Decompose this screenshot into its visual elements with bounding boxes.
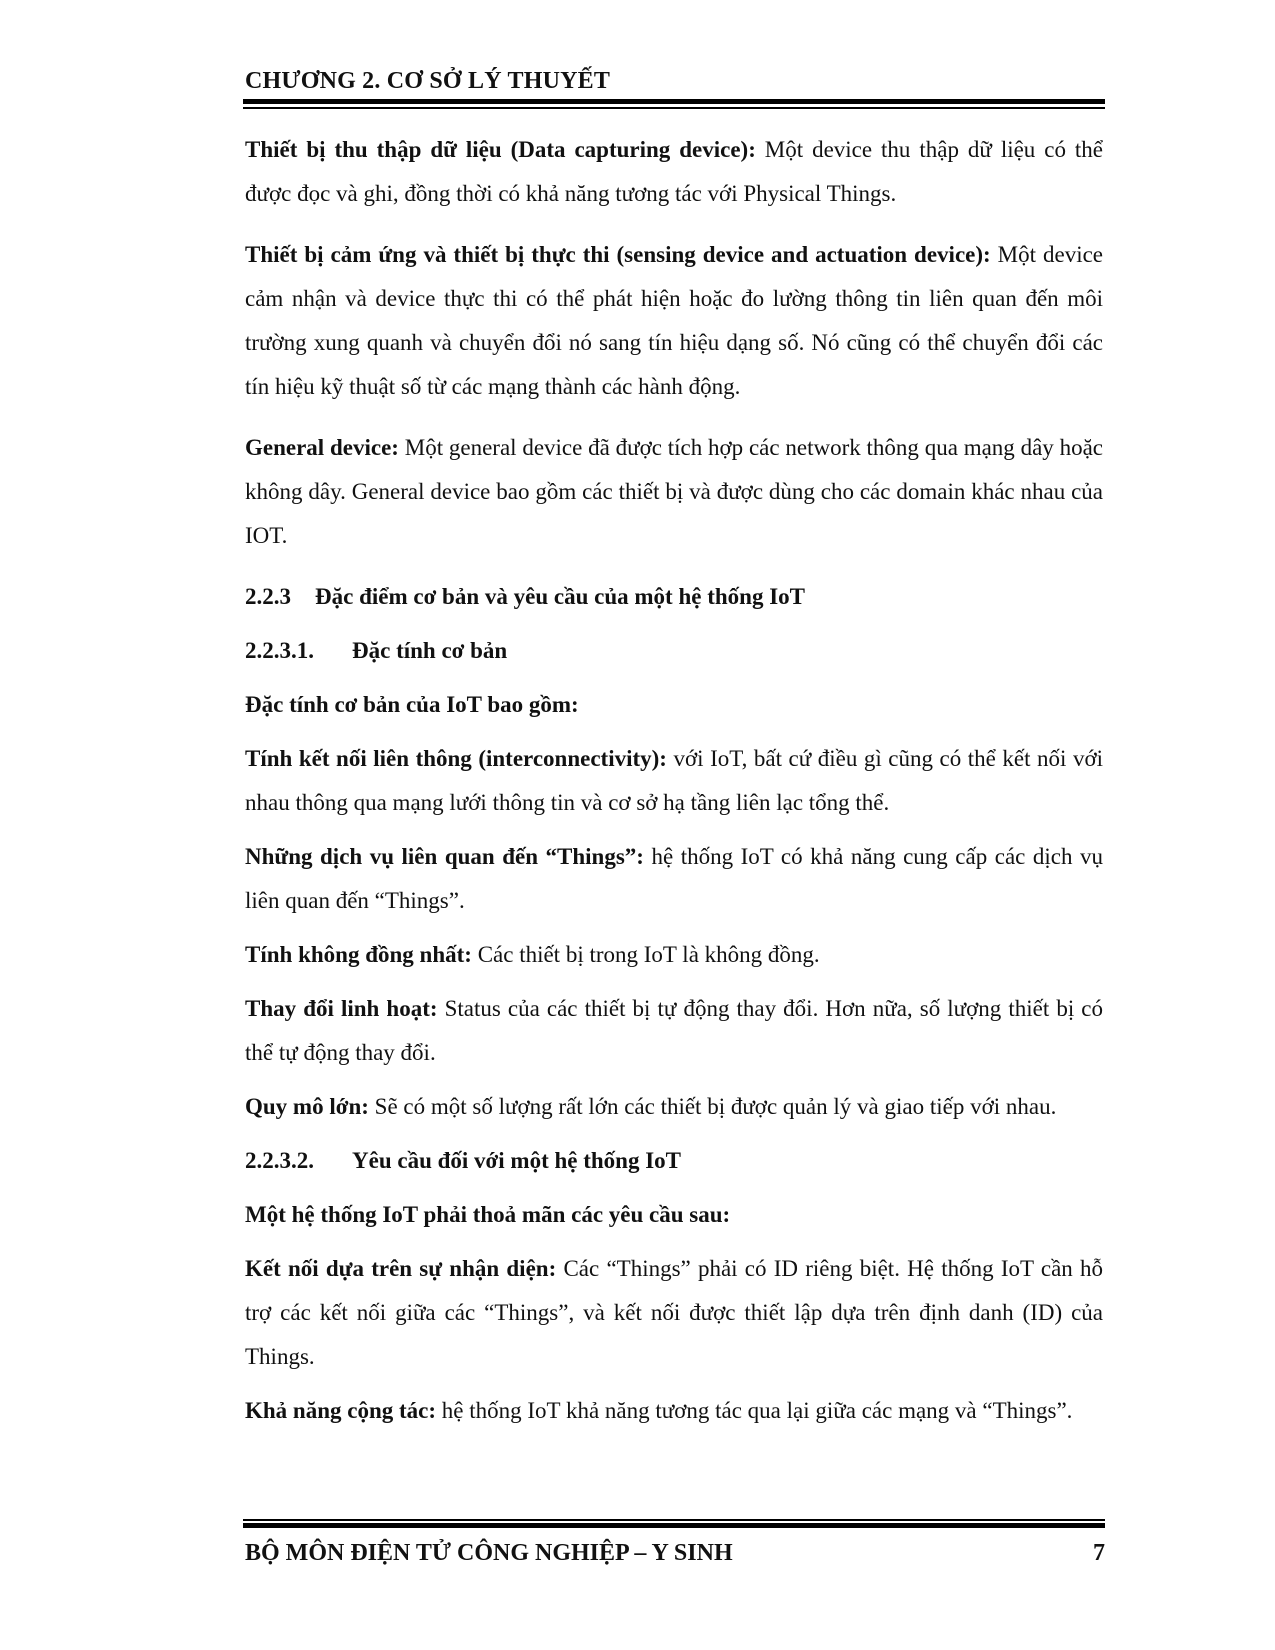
section-number: 2.2.3.2. [245, 1148, 314, 1173]
paragraph-data-capturing [245, 128, 1103, 216]
definition: Các thiết bị trong IoT là không đồng. [471, 942, 820, 967]
section-title: Yêu cầu đối với một hệ thống IoT [352, 1148, 682, 1173]
list-item [245, 1247, 1103, 1379]
definition: Một general device đã được tích hợp các network thông qua mạng dây hoặc không dây. General device bao gồm các thiết bị và được dùng cho các domain khác nhau của IOT. [245, 435, 1103, 548]
chapter-title: CHƯƠNG 2. CƠ SỞ LÝ THUYẾT [245, 68, 611, 94]
section-heading-2-2-3 [245, 575, 1103, 619]
list-item [245, 933, 1103, 977]
department-name: BỘ MÔN ĐIỆN TỬ CÔNG NGHIỆP – Y SINH [245, 1540, 733, 1566]
term: Quy mô lớn: [245, 1094, 369, 1119]
section-title: Đặc điểm cơ bản và yêu cầu của một hệ thống IoT [315, 584, 805, 609]
definition: Các “Things” phải có ID riêng biệt. Hệ thống IoT cần hỗ trợ các kết nối giữa các “Things”, và kết nối được thiết lập dựa trên định danh (ID) của Things. [245, 1256, 1103, 1369]
term: Khả năng cộng tác: [245, 1398, 437, 1423]
list-item [245, 835, 1103, 923]
term: Tính không đồng nhất: [245, 942, 472, 967]
definition: Sẽ có một số lượng rất lớn các thiết bị được quản lý và giao tiếp với nhau. [368, 1094, 1057, 1119]
definition: Một device thu thập dữ liệu có thể được đọc và ghi, đồng thời có khả năng tương tác với Physical Things. [245, 137, 1103, 206]
term: Thay đổi linh hoạt: [245, 996, 438, 1021]
paragraph-general-device [245, 426, 1103, 558]
list-item [245, 1085, 1103, 1129]
definition: hệ thống IoT khả năng tương tác qua lại giữa các mạng và “Things”. [436, 1398, 1073, 1423]
section-heading-2-2-3-1 [245, 629, 1103, 673]
page-body [245, 128, 1103, 1433]
list-item [245, 1389, 1103, 1433]
page-number: 7 [1093, 1540, 1105, 1566]
section-intro: Đặc tính cơ bản của IoT bao gồm: [245, 692, 579, 717]
section-heading-2-2-3-2 [245, 1139, 1103, 1183]
section-title: Đặc tính cơ bản [352, 638, 508, 663]
section-number: 2.2.3.1. [245, 638, 314, 663]
definition: với IoT, bất cứ điều gì cũng có thể kết nối với nhau thông qua mạng lưới thông tin và cơ sở hạ tầng liên lạc tổng thể. [245, 746, 1104, 815]
term: Kết nối dựa trên sự nhận diện: [245, 1256, 557, 1281]
term: Thiết bị cảm ứng và thiết bị thực thi (sensing device and actuation device): [245, 242, 991, 267]
definition: Status của các thiết bị tự động thay đổi. Hơn nữa, số lượng thiết bị có thể tự động thay đổi. [245, 996, 1103, 1065]
term: Tính kết nối liên thông (interconnectivity): [245, 746, 667, 771]
footer-rule-thick [243, 1523, 1105, 1528]
footer-rule-thin [243, 1519, 1105, 1521]
header-rule-thin [243, 107, 1105, 109]
section-number: 2.2.3 [245, 584, 291, 609]
section-intro: Một hệ thống IoT phải thoả mãn các yêu cầu sau: [245, 1202, 731, 1227]
paragraph-sensing-device [245, 233, 1103, 409]
term: Thiết bị thu thập dữ liệu (Data capturing device): [245, 137, 756, 162]
term: Những dịch vụ liên quan đến “Things”: [245, 844, 644, 869]
definition: hệ thống IoT có khả năng cung cấp các dịch vụ liên quan đến “Things”. [245, 844, 1104, 913]
term: General device: [245, 435, 399, 460]
header-rule-thick [243, 99, 1105, 104]
definition: Một device cảm nhận và device thực thi có thể phát hiện hoặc đo lường thông tin liên quan đến môi trường xung quanh và chuyển đổi nó sang tín hiệu dạng số. Nó cũng có thể chuyển đổi các tín hiệu kỹ thuật số từ các mạng thành các hành động. [245, 242, 1103, 399]
list-item [245, 987, 1103, 1075]
list-item [245, 737, 1103, 825]
